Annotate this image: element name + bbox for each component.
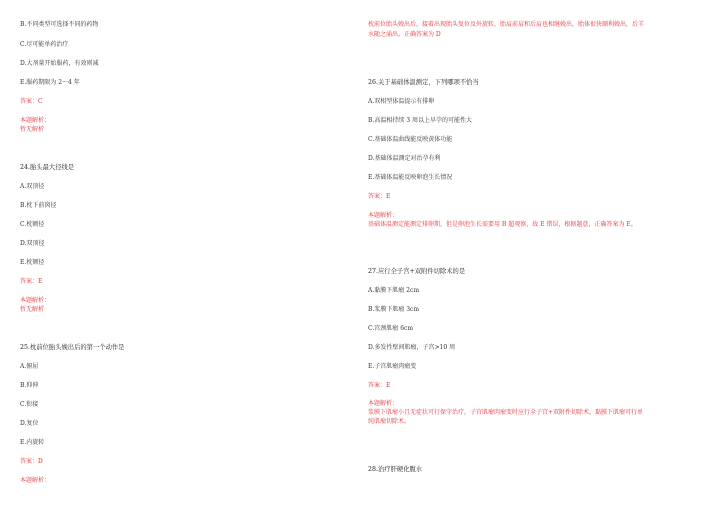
q26-explanation-label: 本题解析： [368, 212, 399, 219]
q24-explanation-label: 本题解析： [20, 297, 51, 304]
q26-option-a: A.双相型体温提示有排卵 [368, 98, 435, 105]
q25-option-a: A.俯屈 [20, 363, 39, 370]
q25-option-e: E.内旋转 [20, 439, 45, 446]
q23-explanation: 暂无解析 [20, 126, 45, 133]
q26-title: 26.关于基础体温测定，下列哪项不恰当 [368, 79, 479, 86]
q27-option-d: D.多发性壁间肌瘤，子宫>10 周 [368, 344, 456, 351]
q26-answer: 答案：E [368, 193, 391, 200]
q25-title: 25.枕前位胎头娩出后的第一个动作是 [20, 344, 125, 351]
q23-option-b: B.不同类型可选择不同的药物 [20, 21, 99, 28]
q24-explanation: 暂无解析 [20, 306, 45, 313]
q26-option-b: B.高温相持续 3 周以上早孕的可能性大 [368, 117, 472, 124]
q27-option-c: C.宫颈肌瘤 6cm [368, 325, 414, 332]
q28-title: 28.治疗肝硬化腹水 [368, 466, 423, 473]
q26-option-e: E.基础体温能反映卵泡生长情况 [368, 174, 453, 181]
q23-option-c: C.尽可能单药治疗 [20, 41, 69, 48]
q27-explanation-label: 本题解析： [368, 400, 399, 407]
q24-option-d: D.双顶径 [20, 240, 45, 247]
q23-option-e: E.服药期限为 2～4 年 [20, 79, 80, 86]
q24-option-b: B.枕下前囟径 [20, 202, 57, 209]
q24-title: 24.胎头最大径线是 [20, 164, 75, 171]
q23-explanation-label: 本题解析： [20, 117, 51, 124]
q25-answer: 答案：D [20, 458, 43, 465]
q24-option-e: E.枕颏径 [20, 259, 45, 266]
q26-option-c: C.基础体温曲线能反映黄体功能 [368, 136, 453, 143]
q25-explanation-line-1: 枕前位胎头娩出后，接着出现胎头复位及外旋转，胎肩前肩和后肩也相继娩出，胎体很快顺利娩出，后羊 [368, 21, 645, 28]
q25-option-c: C.衔接 [20, 401, 39, 408]
q27-option-b: B.浆膜下肌瘤 3cm [368, 306, 420, 313]
q25-option-d: D.复位 [20, 420, 39, 427]
q24-answer: 答案：E [20, 278, 43, 285]
q23-answer: 答案：C [20, 98, 43, 105]
q25-option-b: B.仰伸 [20, 382, 39, 389]
q23-option-d: D.大剂量开始服药，有效则减 [20, 60, 99, 67]
q27-answer: 答案：E [368, 382, 391, 389]
q27-option-e: E.子宫肌瘤肉瘤变 [368, 363, 417, 370]
q25-explanation-label: 本题解析： [20, 477, 51, 484]
q25-explanation-line-2: 水随之涌出。正确答案为 D [368, 31, 441, 38]
q27-explanation-line-2: 纯肌瘤切除术。 [368, 418, 411, 425]
q27-explanation-line-1: 浆膜下肌瘤小且无症状可行保守治疗，子宫肌瘤肉瘤变时应行全子宫+双附件切除术，黏膜下肌瘤可行单 [368, 409, 644, 416]
q27-title: 27.应行全子宫+双附件切除术的是 [368, 268, 466, 275]
q26-option-d: D.基础体温测定对治孕有利 [368, 155, 441, 162]
q27-option-a: A.黏膜下肌瘤 2cm [368, 287, 420, 294]
q24-option-a: A.双顶径 [20, 183, 45, 190]
q26-explanation: 基础体温测定能测定排卵期，但是卵泡生长需要用 B 超观察，故 E 错误，根据题意，正确答案为 E。 [368, 221, 637, 228]
q24-option-c: C.枕额径 [20, 221, 45, 228]
